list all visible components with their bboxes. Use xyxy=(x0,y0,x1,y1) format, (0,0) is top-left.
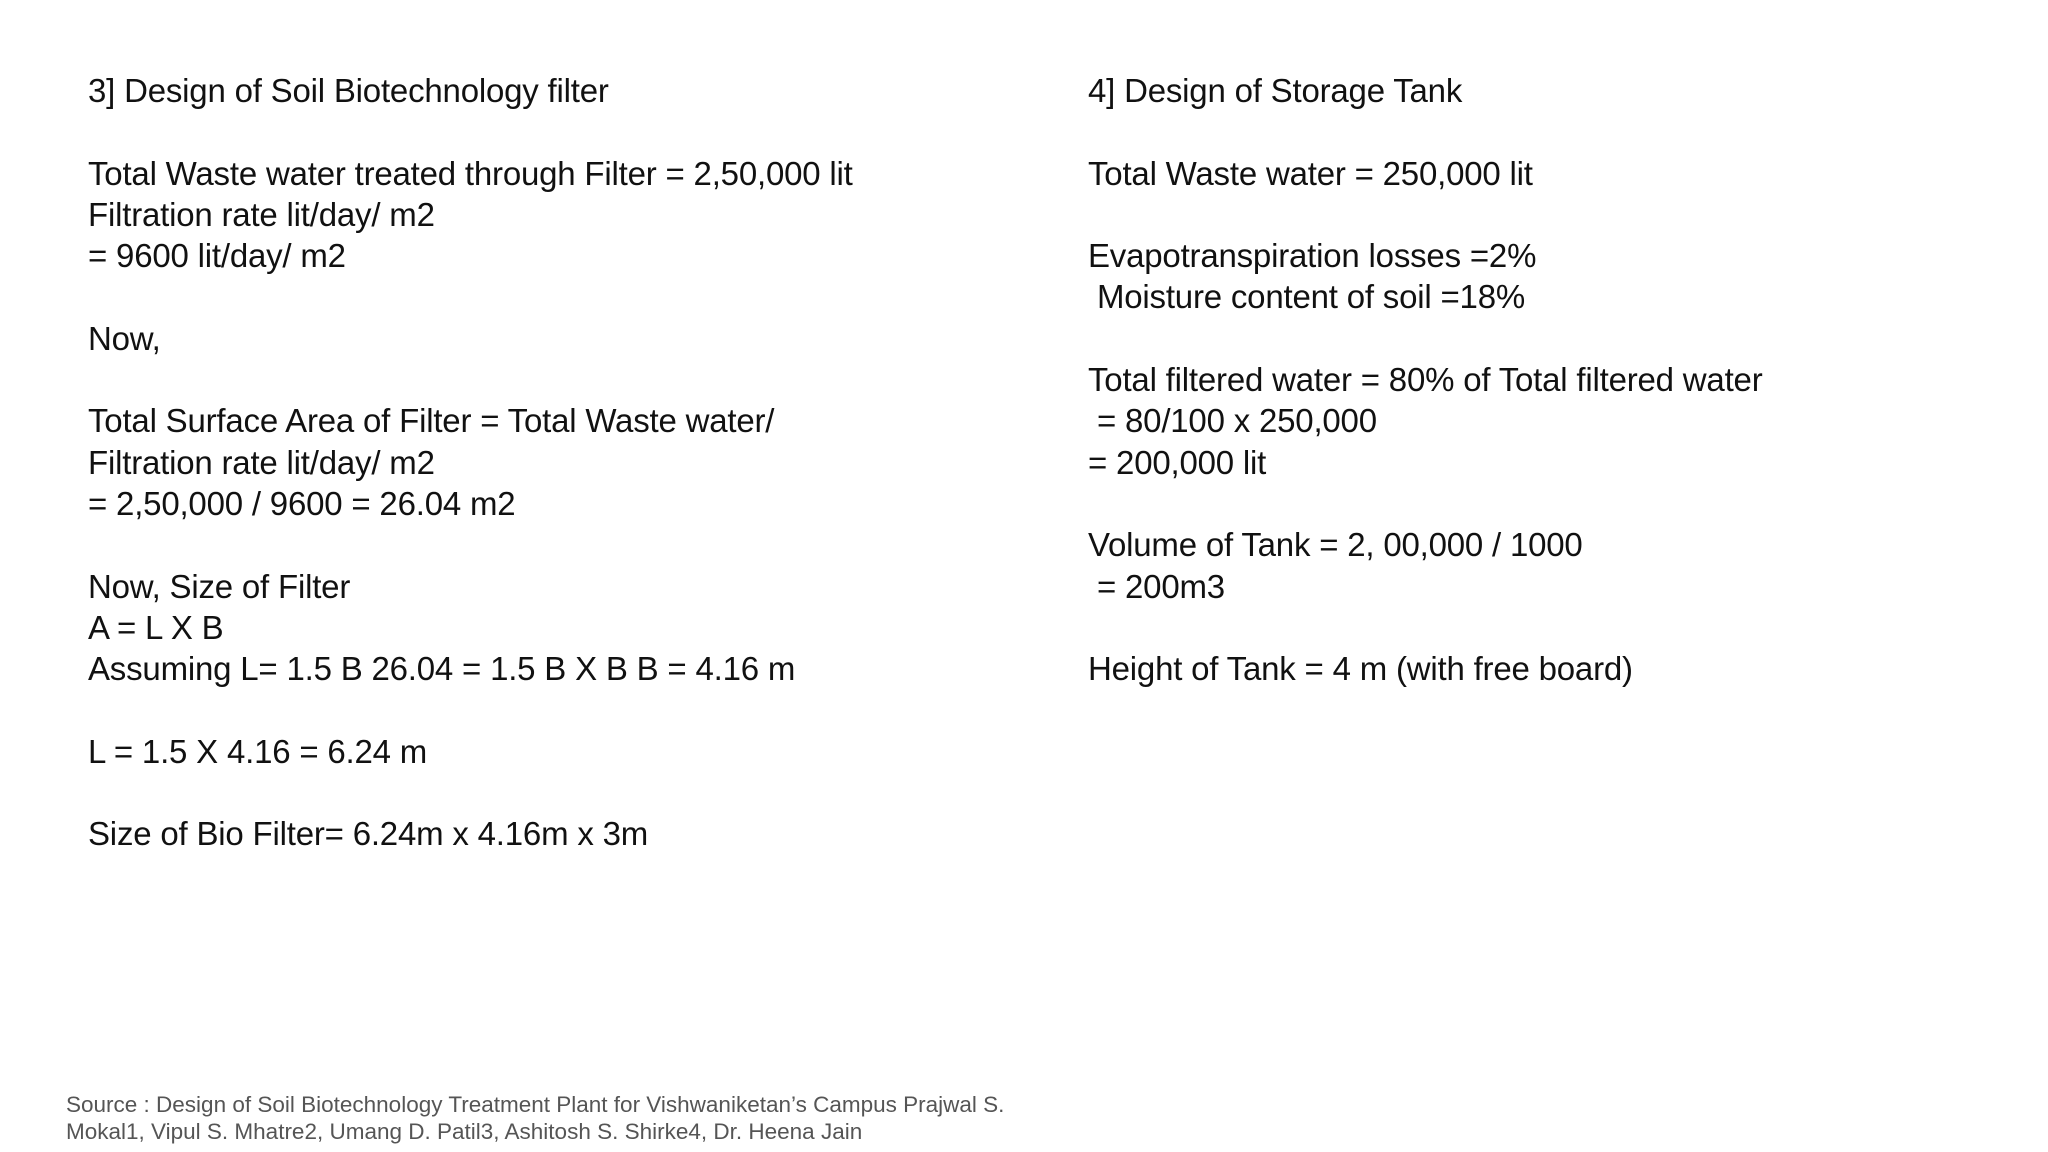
section-title: 4] Design of Storage Tank xyxy=(1088,72,1463,109)
text-line: L = 1.5 X 4.16 = 6.24 m xyxy=(88,732,428,770)
soil-biotech-filter-section xyxy=(88,70,1028,855)
section-title: 3] Design of Soil Biotechnology filter xyxy=(88,72,609,109)
text-line: = 80/100 x 250,000 xyxy=(1088,402,1377,440)
blank-line xyxy=(1088,194,2008,235)
text-line: Filtration rate lit/day/ m2 xyxy=(88,443,435,481)
text-line: Now, xyxy=(88,319,161,357)
source-line-1: Source : Design of Soil Biotechnology Treatment Plant for Vishwaniketan’s Campus Prajwal S. xyxy=(66,1092,1005,1117)
text-line: Total filtered water = 80% of Total filtered water xyxy=(1088,361,1763,399)
blank-line xyxy=(88,276,1028,317)
text-line: = 200,000 lit xyxy=(1088,443,1267,481)
text-line: Assuming L= 1.5 B 26.04 = 1.5 B X B B = 4.16 m xyxy=(88,650,796,688)
text-line: Moisture content of soil =18% xyxy=(1088,278,1525,316)
source-citation xyxy=(66,1091,1166,1145)
text-line: A = L X B xyxy=(88,608,224,646)
text-line: Size of Bio Filter= 6.24m x 4.16m x 3m xyxy=(88,815,649,853)
blank-line xyxy=(88,772,1028,813)
source-line-2: Mokal1, Vipul S. Mhatre2, Umang D. Patil3, Ashitosh S. Shirke4, Dr. Heena Jain xyxy=(66,1119,863,1144)
text-line: = 9600 lit/day/ m2 xyxy=(88,237,346,275)
text-line: Volume of Tank = 2, 00,000 / 1000 xyxy=(1088,526,1583,564)
text-line: Height of Tank = 4 m (with free board) xyxy=(1088,650,1633,688)
text-line: Now, Size of Filter xyxy=(88,567,351,605)
text-line: = 200m3 xyxy=(1088,567,1225,605)
storage-tank-section xyxy=(1088,70,2008,689)
text-line: Evapotranspiration losses =2% xyxy=(1088,237,1537,275)
blank-line xyxy=(1088,607,2008,648)
text-line: Total Waste water treated through Filter = 2,50,000 lit xyxy=(88,154,853,192)
blank-line xyxy=(1088,483,2008,524)
blank-line xyxy=(1088,111,2008,152)
text-line: Total Surface Area of Filter = Total Waste water/ xyxy=(88,402,775,440)
blank-line xyxy=(88,359,1028,400)
text-line: = 2,50,000 / 9600 = 26.04 m2 xyxy=(88,484,516,522)
blank-line xyxy=(88,689,1028,730)
blank-line xyxy=(88,524,1028,565)
blank-line xyxy=(88,111,1028,152)
text-line: Total Waste water = 250,000 lit xyxy=(1088,154,1533,192)
text-line: Filtration rate lit/day/ m2 xyxy=(88,195,435,233)
blank-line xyxy=(1088,318,2008,359)
